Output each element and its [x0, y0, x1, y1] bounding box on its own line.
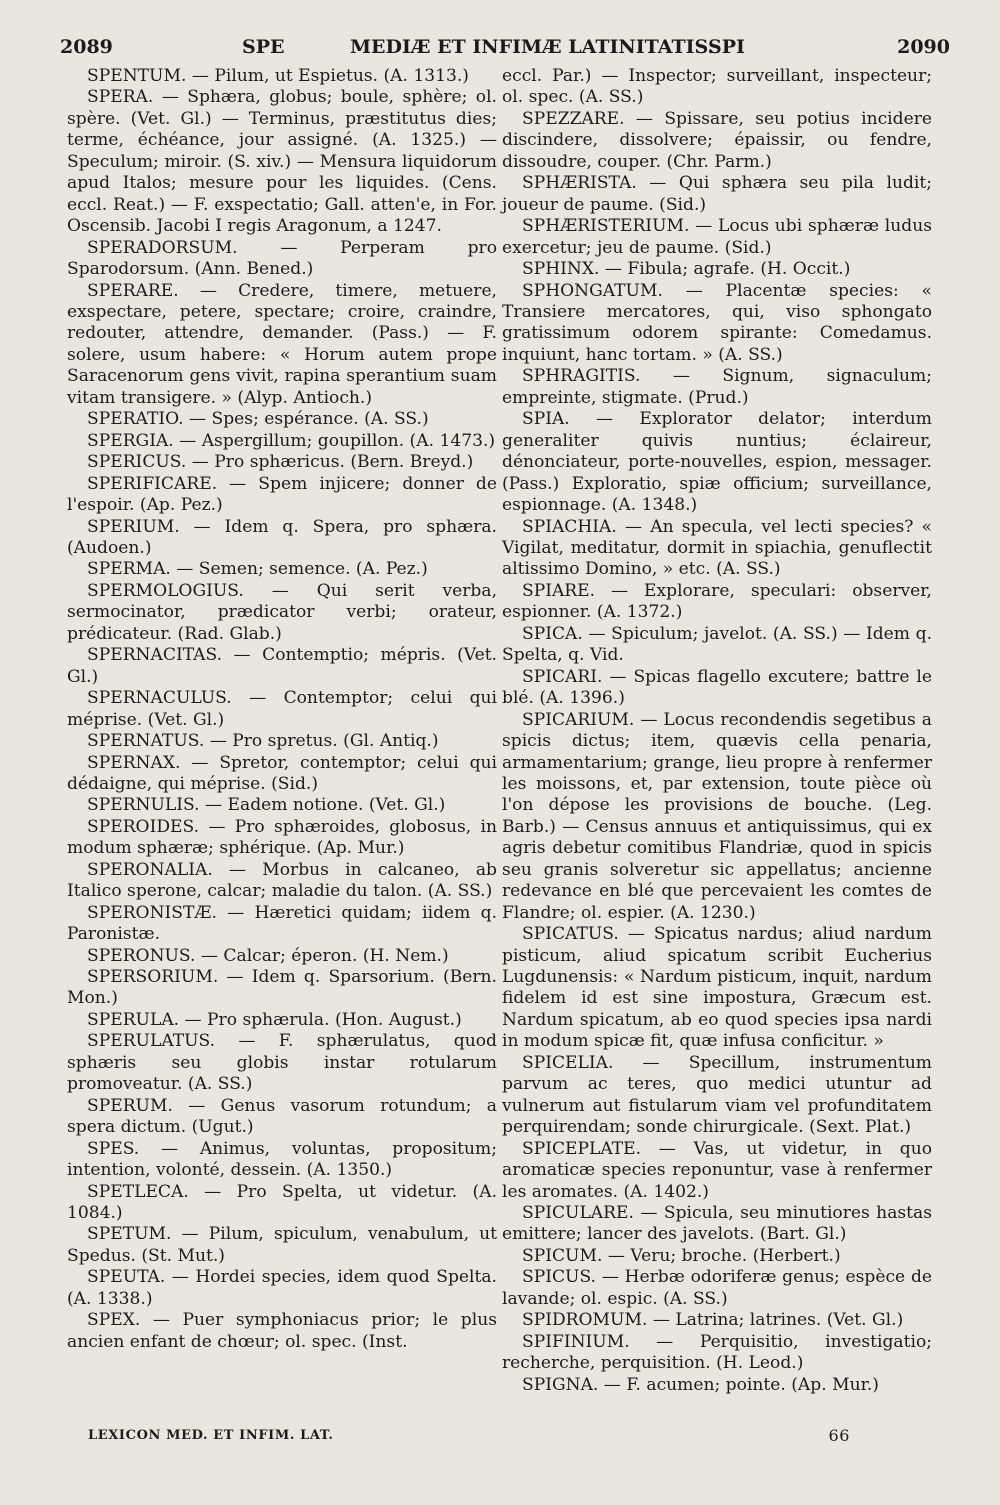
dictionary-entry: SPIARE. — Explorare, speculari: observer, espionner. (A. 1372.)	[502, 580, 932, 623]
dictionary-entry: SPERMA. — Semen; semence. (A. Pez.)	[87, 559, 428, 580]
dictionary-entry: SPERARE. — Credere, timere, metuere, exspectare, petere, spectare; croire, craindre, redouter, attendre, demander. (Pass.) — F. solere, usum habere: « Horum autem prope Saracenorum gens vivit, rapina sperantium suam vitam transigere. » (Alyp. Antioch.)	[67, 280, 497, 408]
dictionary-entry: SPERIUM. — Idem q. Spera, pro sphæra. (Audoen.)	[67, 516, 497, 558]
dictionary-entry: SPICUS. — Herbæ odoriferæ genus; espèce de lavande; ol. espic. (A. SS.)	[502, 1267, 932, 1309]
page-number-left: 2089	[60, 36, 113, 58]
dictionary-entry: SPHRAGITIS. — Signum, signaculum; empreinte, stigmate. (Prud.)	[502, 366, 932, 408]
dictionary-entry: SPEUTA. — Hordei species, idem quod Spelta. (A. 1338.)	[67, 1267, 497, 1309]
dictionary-entry: SPHONGATUM. — Placentæ species: « Transiere mercatores, qui, viso sphongato gratissimum odorem spirante: Comedamus. inquiunt, hanc tortam. » (A. SS.)	[502, 280, 932, 365]
dictionary-entry: SPERICUS. — Pro sphæricus. (Bern. Breyd.)	[87, 452, 474, 473]
header-title: MEDIÆ ET INFIMÆ LATINITATIS.	[350, 36, 715, 58]
dictionary-entry: SPIDROMUM. — Latrina; latrines. (Vet. Gl.)	[522, 1310, 904, 1331]
dictionary-entry: SPERA. — Sphæra, globus; boule, sphère; ol. spère. (Vet. Gl.) — Terminus, præstitutus dies; terme, échéance, jour assigné. (A. 1325.) — Speculum; miroir. (S. xiv.) — Mensura liquidorum apud Italos; mesure pour les liquides. (Cens. eccl. Reat.) — F. exspectatio; Gall. atten'e, in For. Oscensib. Jacobi I regis Aragonum, a 1247.	[67, 87, 497, 237]
dictionary-entry: SPERNACULUS. — Contemptor; celui qui méprise. (Vet. Gl.)	[67, 688, 497, 730]
dictionary-entry: SPERSORIUM. — Idem q. Sparsorium. (Bern. Mon.)	[67, 967, 497, 1009]
footer-signature-number: 66	[828, 1426, 850, 1445]
dictionary-entry: SPERONISTÆ. — Hæretici quidam; iidem q. Paronistæ.	[67, 902, 497, 945]
dictionary-entry: SPETLECA. — Pro Spelta, ut videtur. (A. 1084.)	[67, 1181, 497, 1224]
page-header	[60, 36, 950, 64]
dictionary-entry: SPICARIUM. — Locus recondendis segetibus a spicis dictus; item, quævis cella penaria, armamentarium; grange, lieu propre à renfermer les moissons, et, par extension, toute pièce où l'on dépose les provisions de bouche. (Leg. Barb.) — Census annuus et antiquissimus, qui ex agris debetur comitibus Flandriæ, quod in spicis seu granis solveretur sic appellatus; ancienne redevance en blé que percevaient les comtes de Flandre; ol. espier. (A. 1230.)	[502, 709, 932, 923]
dictionary-entry: SPERGIA. — Aspergillum; goupillon. (A. 1473.)	[87, 430, 496, 451]
dictionary-entry: eccl. Par.) — Inspector; surveillant, inspecteur; ol. spec. (A. SS.)	[502, 66, 932, 108]
dictionary-entry: SPERNULIS. — Eadem notione. (Vet. Gl.)	[87, 795, 446, 816]
dictionary-entry: SPHINX. — Fibula; agrafe. (H. Occit.)	[522, 259, 851, 280]
dictionary-entry: SPICULARE. — Spicula, seu minutiores hastas emittere; lancer des javelots. (Bart. Gl.)	[502, 1203, 932, 1245]
right-column	[502, 66, 932, 1396]
dictionary-entry: SPETUM. — Pilum, spiculum, venabulum, ut Spedus. (St. Mut.)	[67, 1224, 497, 1266]
dictionary-entry: SPIA. — Explorator delator; interdum generaliter quivis nuntius; éclaireur, dénonciateur, porte-nouvelles, espion, messager. (Pass.) Exploratio, spiæ officium; surveillance, espionnage. (A. 1348.)	[502, 409, 932, 516]
dictionary-entry: SPICA. — Spiculum; javelot. (A. SS.) — Idem q. Spelta, q. Vid.	[502, 623, 932, 666]
dictionary-entry: SPERATIO. — Spes; espérance. (A. SS.)	[87, 409, 429, 430]
left-column	[67, 66, 497, 1353]
dictionary-entry: SPERONALIA. — Morbus in calcaneo, ab Italico sperone, calcar; maladie du talon. (A. SS.)	[67, 859, 497, 902]
dictionary-entry: SPIFINIUM. — Perquisitio, investigatio; recherche, perquisition. (H. Leod.)	[502, 1331, 932, 1374]
dictionary-entry: SPICATUS. — Spicatus nardus; aliud nardum pisticum, aliud spicatum scribit Eucherius Lugdunensis: « Nardum pisticum, inquit, nardum fidelem id est sine impostura, Græcum est. Nardum spicatum, ab eo quod species ipsa nardi in modum spicæ fit, quæ infusa conficitur. »	[502, 924, 932, 1052]
dictionary-entry: SPES. — Animus, voluntas, propositum; intention, volonté, dessein. (A. 1350.)	[67, 1138, 497, 1181]
dictionary-entry: SPEZZARE. — Spissare, seu potius incidere discindere, dissolvere; épaissir, ou fendre, dissoudre, couper. (Chr. Parm.)	[502, 108, 932, 172]
dictionary-entry: SPEX. — Puer symphoniacus prior; le plus ancien enfant de chœur; ol. spec. (Inst.	[67, 1310, 497, 1352]
dictionary-entry: SPEROIDES. — Pro sphæroides, globosus, in modum sphæræ; sphérique. (Ap. Mur.)	[67, 816, 497, 859]
dictionary-entry: SPHÆRISTERIUM. — Locus ubi sphæræ ludus exercetur; jeu de paume. (Sid.)	[502, 216, 932, 258]
header-key-left: SPE	[242, 36, 285, 58]
dictionary-entry: SPHÆRISTA. — Qui sphæra seu pila ludit; joueur de paume. (Sid.)	[502, 173, 932, 215]
dictionary-entry: SPERNATUS. — Pro spretus. (Gl. Antiq.)	[87, 731, 439, 752]
dictionary-entry: SPICEPLATE. — Vas, ut videtur, in quo aromaticæ species reponuntur, vase à renfermer les aromates. (A. 1402.)	[502, 1138, 932, 1202]
dictionary-entry: SPERONUS. — Calcar; éperon. (H. Nem.)	[87, 945, 449, 966]
dictionary-entry: SPERADORSUM. — Perperam pro Sparodorsum. (Ann. Bened.)	[67, 237, 497, 280]
dictionary-entry: SPERUM. — Genus vasorum rotundum; a spera dictum. (Ugut.)	[67, 1095, 497, 1138]
dictionary-entry: SPIGNA. — F. acumen; pointe. (Ap. Mur.)	[522, 1374, 879, 1395]
dictionary-entry: SPICARI. — Spicas flagello excutere; battre le blé. (A. 1396.)	[502, 666, 932, 709]
page-footer	[88, 1428, 850, 1454]
header-key-right: SPI	[708, 36, 745, 58]
dictionary-entry: SPENTUM. — Pilum, ut Espietus. (A. 1313.)	[87, 66, 469, 86]
dictionary-entry: SPICUM. — Veru; broche. (Herbert.)	[522, 1245, 841, 1266]
dictionary-entry: SPERULA. — Pro sphærula. (Hon. August.)	[87, 1009, 462, 1030]
dictionary-entry: SPERULATUS. — F. sphærulatus, quod sphæris seu globis instar rotularum promoveatur. (A. SS.)	[67, 1031, 497, 1095]
dictionary-entry: SPERNACITAS. — Contemptio; mépris. (Vet. Gl.)	[67, 645, 497, 687]
footer-lexicon-title: LEXICON MED. ET INFIM. LAT.	[88, 1428, 334, 1443]
dictionary-entry: SPERIFICARE. — Spem injicere; donner de l'espoir. (Ap. Pez.)	[67, 473, 497, 516]
dictionary-entry: SPERNAX. — Spretor, contemptor; celui qui dédaigne, qui méprise. (Sid.)	[67, 752, 497, 794]
dictionary-entry: SPIACHIA. — An specula, vel lecti species? « Vigilat, meditatur, dormit in spiachia, genuflectit altissimo Domino, » etc. (A. SS.)	[502, 516, 932, 580]
dictionary-entry: SPICELIA. — Specillum, instrumentum parvum ac teres, quo medici utuntur ad vulnerum aut fistularum viam vel profunditatem perquirendam; sonde chirurgicale. (Sext. Plat.)	[502, 1052, 932, 1138]
dictionary-entry: SPERMOLOGIUS. — Qui serit verba, sermocinator, prædicator verbi; orateur, prédicateur. (Rad. Glab.)	[67, 580, 497, 644]
page-number-right: 2090	[897, 36, 950, 58]
